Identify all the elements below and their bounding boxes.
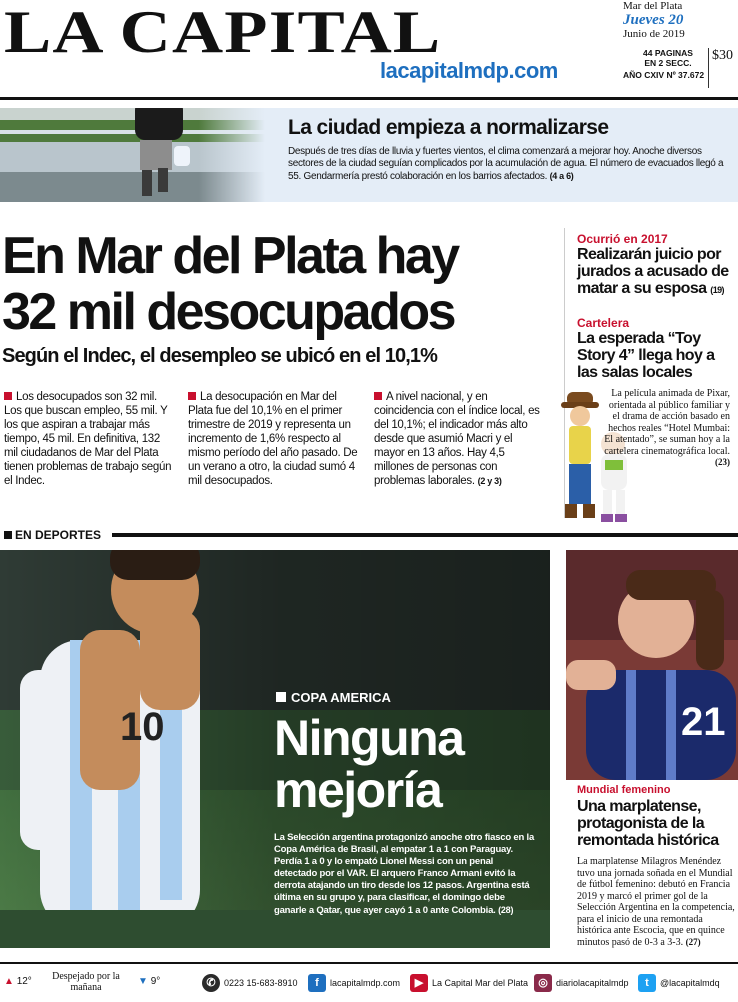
side-story-toy-ref: (23) (715, 457, 730, 467)
side-story-trial-headline (577, 246, 737, 299)
footer-divider (0, 962, 738, 964)
messi-shirt-number: 10 (120, 705, 165, 749)
facebook-handle: lacapitalmdp.com (330, 978, 401, 988)
side-story-trial-headline-text: Realizarán juicio por jurados a acusado de matar a su esposa (577, 246, 729, 297)
main-column-2-text: La desocupación en Mar del Plata fue del 10,1% en el primer trimestre de 2019 y representa un incremento de 1,6% respecto al mismo período del año pasado. De un verano a otro, la ciudad sumó 4 mil desocupados. (188, 391, 358, 487)
temp-down-icon: ▼ (138, 976, 148, 987)
main-headline-line-1: En Mar del Plata hay (2, 227, 458, 285)
facebook-icon: f (308, 974, 326, 992)
player-shirt-number: 21 (681, 700, 726, 744)
side-story-toy-story[interactable] (577, 316, 737, 381)
main-headline[interactable] (2, 228, 562, 340)
main-column-1-text: Los desocupados son 32 mil. Los que buscan empleo, 55 mil. Y los que aspiran a trabajar más tiempo, 45 mil. En definitiva, 132 mil ciudadanos de Mar del Plata tienen problemas de trabajo según el Indec. (4, 391, 172, 487)
issue-year: AÑO CXIV Nº 37.672 (623, 70, 705, 80)
lead-story-text (288, 146, 728, 183)
lead-story-ref: (4 a 6) (549, 171, 574, 181)
lead-story-strip[interactable] (0, 108, 738, 202)
side-story-toy-body: La película animada de Pixar, orientada al público familiar y el drama de acción basado en hechos reales “Hotel Mumbai: El atentado”, se suman hoy a la cartelera cinematográfica local. (604, 388, 730, 457)
youtube-handle: La Capital Mar del Plata (432, 978, 529, 988)
copa-america-kicker (276, 690, 391, 705)
weather-low (138, 976, 160, 987)
lead-story-body: Después de tres días de lluvia y fuertes vientos, el clima comenzará a mejorar hoy. Anoche diversos sectores de la ciudad seguían complicados por la acumulación de agua. El número de evacuados llegó a 55. Gendarmería prestó colaboración en los barrios afectados. (288, 146, 724, 182)
masthead (0, 0, 738, 100)
main-column-2 (188, 390, 358, 488)
copa-america-text (274, 832, 536, 917)
copa-headline-line-2: mejoría (274, 762, 442, 818)
main-column-3-text: A nivel nacional, y en coincidencia con el índice local, es del 10,1%; el indicador más alto desde que asumió Macri y el mayor en 13 años. Hay 4,5 millones de personas con problemas laborales. (374, 391, 540, 487)
weather-high-value: 12° (16, 976, 32, 987)
womens-world-cup-text (577, 856, 737, 948)
bullet-square-icon (4, 531, 12, 539)
date-day: Jueves 20 (623, 12, 684, 28)
sports-section-rule (112, 533, 738, 537)
womens-world-cup-ref: (27) (685, 936, 701, 947)
womens-world-cup-headline[interactable]: Una marplatense, protagonista de la remontada histórica (577, 798, 719, 849)
sports-section-bar (0, 528, 738, 542)
whatsapp-number: 0223 15-683-8910 (224, 978, 298, 988)
side-story-toy-headline: La esperada “Toy Story 4” llega hoy a las salas locales (577, 330, 715, 381)
womens-world-cup-body: La marplatense Milagros Menéndez tuvo una jornada soñada en el Mundial de fútbol femenino: debutó en Francia 2019 y marcó el primer gol de la Selección Argentina en la competencia, para el inicio de una remontada histórica ante Escocia, que en quince minutos pasó de 0-3 a 3-3. (577, 856, 735, 948)
weather-low-value: 9° (150, 976, 161, 987)
womens-world-cup-photo[interactable] (566, 550, 738, 780)
copa-america-ref: (28) (498, 905, 514, 915)
facebook-link[interactable] (308, 974, 400, 992)
instagram-icon: ◎ (534, 974, 552, 992)
bullet-square-icon (188, 392, 196, 400)
youtube-icon: ▶ (410, 974, 428, 992)
issue-pages: 44 PAGINAS (643, 48, 693, 58)
side-story-toy-text (600, 388, 730, 469)
copa-headline-line-1: Ninguna (274, 710, 464, 766)
main-column-3-ref: (2 y 3) (477, 476, 502, 486)
main-column-1 (4, 390, 174, 488)
flooded-street-photo (0, 108, 265, 202)
issue-info (623, 48, 713, 68)
main-column-3 (374, 390, 544, 488)
copa-america-kicker-text: COPA AMERICA (291, 690, 391, 705)
main-subhead: Según el Indec, el desempleo se ubicó en el 10,1% (2, 345, 437, 367)
whatsapp-contact[interactable] (202, 974, 298, 992)
sports-section-label (4, 528, 101, 542)
date-block (623, 0, 735, 40)
bullet-square-icon (4, 392, 12, 400)
copa-america-body: La Selección argentina protagonizó anoche otro fiasco en la Copa América de Brasil, al empatar 1 a 1 con Paraguay. Perdía 1 a 0 y lo empató Lionel Messi con un penal detectado por el VAR. El arquero Franco Armani evitó la derrota atajando un tiro desde los 12 pasos. Argentina está última en su grupo y, para clasificar, el domingo debe ganarle a Qatar, que ayer cayó 1 a 0 ante Colombia. (274, 832, 535, 916)
womens-world-cup-kicker: Mundial femenino (577, 784, 671, 796)
twitter-link[interactable] (638, 974, 720, 992)
site-url-link[interactable]: lacapitalmdp.com (380, 58, 558, 83)
footer-bar (0, 968, 738, 998)
sports-section-label-text: EN DEPORTES (15, 528, 102, 542)
twitter-handle: @lacapitalmdq (660, 978, 720, 988)
price: $30 (708, 48, 733, 88)
youtube-link[interactable] (410, 974, 528, 992)
newspaper-logo[interactable]: LA CAPITAL (4, 0, 442, 65)
twitter-icon: t (638, 974, 656, 992)
date-month-year: Junio de 2019 (623, 28, 685, 40)
main-headline-line-2: 32 mil desocupados (2, 283, 455, 341)
weather-high (4, 976, 32, 987)
side-story-trial[interactable] (577, 232, 737, 299)
instagram-link[interactable] (534, 974, 629, 992)
issue-sections: EN 2 SECC. (644, 58, 692, 68)
side-story-trial-ref: (19) (710, 285, 724, 295)
bullet-square-icon (374, 392, 382, 400)
masthead-divider (0, 97, 738, 100)
lead-story-title[interactable]: La ciudad empieza a normalizarse (288, 116, 609, 139)
instagram-handle: diariolacapitalmdp (556, 978, 629, 988)
weather-description: Despejado por la mañana (52, 971, 120, 993)
temp-up-icon: ▲ (4, 976, 14, 987)
whatsapp-icon: ✆ (202, 974, 220, 992)
side-story-toy-kicker: Cartelera (577, 316, 630, 330)
side-story-trial-kicker: Ocurrió en 2017 (577, 232, 668, 246)
bullet-square-icon (276, 692, 286, 702)
date-city: Mar del Plata (623, 0, 683, 12)
copa-america-headline[interactable] (274, 712, 463, 816)
